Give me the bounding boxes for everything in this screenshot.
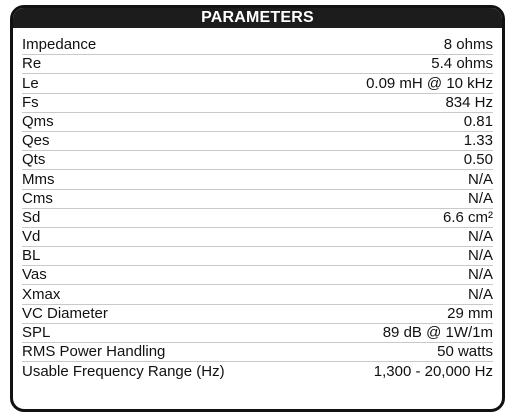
- parameter-row-impedance: [22, 36, 493, 55]
- parameter-row-rms-power-handling: [22, 343, 493, 362]
- parameter-value: 0.81: [463, 112, 493, 130]
- parameters-list: [13, 28, 502, 381]
- parameter-name: Vas: [22, 266, 47, 284]
- parameter-name: VC Diameter: [22, 304, 108, 322]
- parameter-value: N/A: [467, 170, 493, 188]
- parameter-value: N/A: [467, 266, 493, 284]
- parameter-name: Cms: [22, 189, 53, 207]
- parameter-row-mms: [22, 170, 493, 189]
- parameter-name: Re: [22, 55, 42, 73]
- parameter-value: 29 mm: [447, 304, 493, 322]
- parameter-name: Xmax: [22, 285, 61, 303]
- parameter-row-le: [22, 74, 493, 93]
- parameter-value: 5.4 ohms: [431, 55, 493, 73]
- table-header: PARAMETERS: [13, 8, 502, 28]
- parameter-row-qes: [22, 132, 493, 151]
- parameter-value: 6.6 cm²: [442, 208, 493, 226]
- parameter-value: 834 Hz: [445, 93, 493, 111]
- parameter-row-usable-frequency-range: [22, 362, 493, 381]
- parameter-name: Fs: [22, 93, 39, 111]
- parameter-name: Vd: [22, 228, 41, 246]
- parameter-row-vc-diameter: [22, 305, 493, 324]
- parameter-value: 1.33: [463, 132, 493, 150]
- parameter-value: N/A: [467, 189, 493, 207]
- parameter-value: N/A: [467, 228, 493, 246]
- parameter-name: Mms: [22, 170, 55, 188]
- parameter-name: Le: [22, 74, 39, 92]
- parameter-row-re: [22, 55, 493, 74]
- parameter-row-qts: [22, 151, 493, 170]
- parameter-value: N/A: [467, 247, 493, 265]
- parameters-table: [10, 5, 505, 412]
- parameter-value: 1,300 - 20,000 Hz: [373, 363, 493, 381]
- parameter-name: Usable Frequency Range (Hz): [22, 363, 225, 381]
- parameter-row-vd: [22, 228, 493, 247]
- parameter-value: 0.09 mH @ 10 kHz: [366, 74, 493, 92]
- parameter-name: Qms: [22, 112, 54, 130]
- parameter-name: Qes: [22, 132, 50, 150]
- parameter-value: 89 dB @ 1W/1m: [382, 324, 493, 341]
- parameter-name: Impedance: [22, 36, 97, 54]
- parameter-row-sd: [22, 209, 493, 228]
- parameter-value: 8 ohms: [443, 36, 493, 54]
- parameter-row-qms: [22, 113, 493, 132]
- parameter-value: 50 watts: [437, 343, 493, 361]
- parameter-row-xmax: [22, 285, 493, 304]
- parameter-name: Sd: [22, 208, 41, 226]
- parameter-name: BL: [22, 247, 41, 265]
- parameter-name: Qts: [22, 151, 46, 169]
- parameter-name: RMS Power Handling: [22, 343, 166, 361]
- parameter-name: SPL: [22, 324, 51, 341]
- parameter-row-vas: [22, 266, 493, 285]
- parameter-row-cms: [22, 190, 493, 209]
- parameter-row-bl: [22, 247, 493, 266]
- parameter-row-fs: [22, 94, 493, 113]
- parameter-row-spl: [22, 324, 493, 343]
- parameter-value: N/A: [467, 285, 493, 303]
- parameter-value: 0.50: [463, 151, 493, 169]
